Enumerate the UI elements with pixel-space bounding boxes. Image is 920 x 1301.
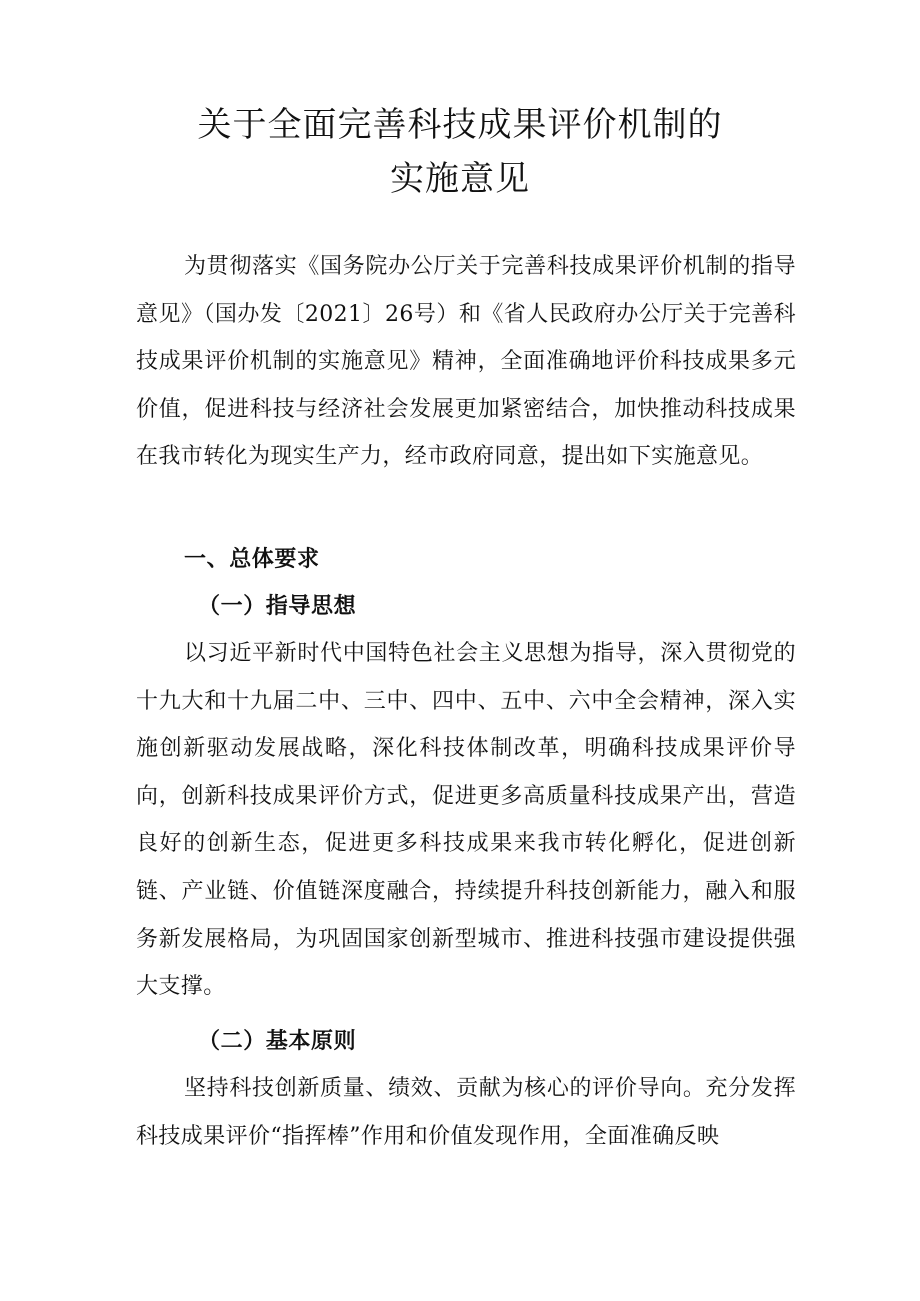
document-title-line-1: 关于全面完善科技成果评价机制的 (197, 105, 723, 145)
basic-principles-paragraph: 坚持科技创新质量、绩效、贡献为核心的评价导向。充分发挥科技成果评价“指挥棒”作用和价值发现作用，全面准确反映 (136, 1076, 796, 1149)
intro-paragraph: 为贯彻落实《国务院办公厅关于完善科技成果评价机制的指导意见》（国办发〔2021〕26号）和《省人民政府办公厅关于完善科技成果评价机制的实施意见》精神，全面准确地评价科技成果多元价值，促进科技与经济社会发展更加紧密结合，加快推动科技成果在我市转化为现实生产力，经市政府同意，提出如下实施意见。 (136, 254, 796, 470)
guiding-ideology-paragraph: 以习近平新时代中国特色社会主义思想为指导，深入贯彻党的十九大和十九届二中、三中、四中、五中、六中全会精神，深入实施创新驱动发展战略，深化科技体制改革，明确科技成果评价导向，创新科技成果评价方式，促进更多高质量科技成果产出，营造良好的创新生态，促进更多科技成果来我市转化孵化，促进创新链、产业链、价值链深度融合，持续提升科技创新能力，融入和服务新发展格局，为巩固国家创新型城市、推进科技强市建设提供强大支撑。 (136, 641, 796, 1000)
section-heading-general-requirements: 一、总体要求 (184, 546, 320, 572)
subsection-heading-basic-principles: （二）基本原则 (198, 1028, 357, 1054)
document-title-line-2: 实施意见 (390, 159, 530, 199)
subsection-heading-guiding-ideology: （一）指导思想 (198, 593, 357, 619)
